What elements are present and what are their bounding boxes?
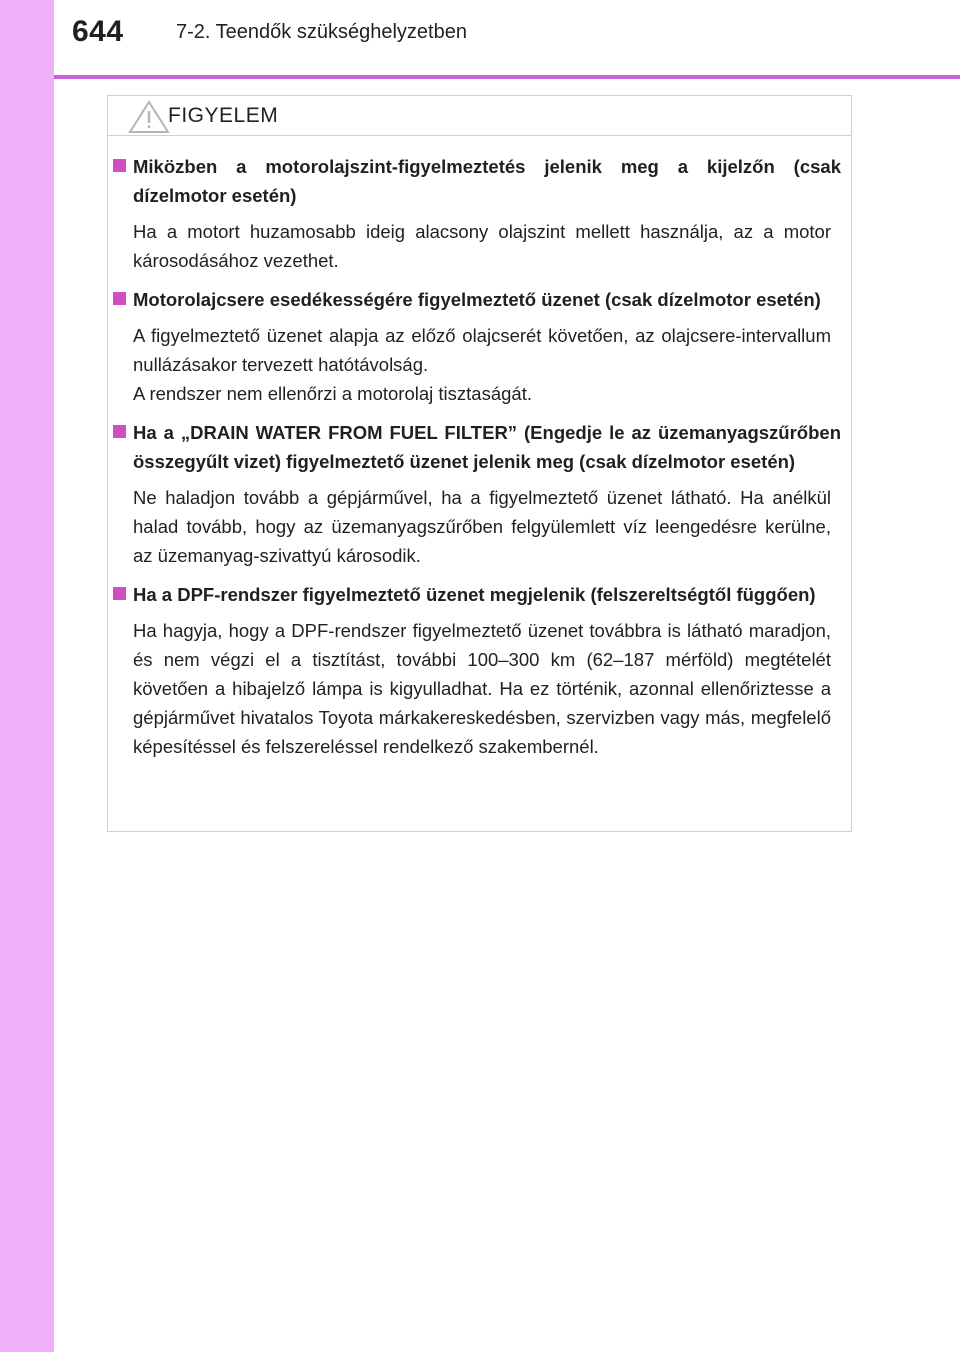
warning-item bbox=[108, 418, 851, 570]
section-title: 7-2. Teendők szükséghelyzetben bbox=[176, 21, 467, 43]
item-body bbox=[133, 321, 841, 408]
square-bullet-icon bbox=[113, 587, 126, 600]
item-body-paragraph: Ha a motort huzamosabb ideig alacsony olajszint mellett használja, az a motor károsodásához vezethet. bbox=[133, 221, 831, 271]
item-heading-text: Miközben a motorolajszint-figyelmeztetés jelenik meg a kijelzőn (csak dízelmotor esetén) bbox=[133, 156, 841, 206]
item-heading-text: Ha a DPF-rendszer figyelmeztető üzenet megjelenik (felszereltségtől függően) bbox=[133, 584, 816, 605]
warning-item bbox=[108, 285, 851, 408]
item-body-paragraph: Ne haladjon tovább a gépjárművel, ha a figyelmeztető üzenet látható. Ha anélkül halad tovább, hogy az üzemanyagszűrőben felgyülemlett víz leengedésre kerülne, az üzemanyag-szivattyú károsodik. bbox=[133, 487, 831, 566]
item-body bbox=[133, 217, 841, 275]
item-heading-text: Ha a „DRAIN WATER FROM FUEL FILTER” (Engedje le az üzemanyagszűrőben összegyűlt vizet) figyelmeztető üzenet jelenik meg (csak dízelmotor esetén) bbox=[133, 422, 841, 472]
warning-items bbox=[108, 152, 851, 771]
item-body bbox=[133, 483, 841, 570]
warning-item bbox=[108, 580, 851, 761]
item-heading bbox=[133, 285, 841, 314]
warning-box bbox=[107, 95, 852, 832]
warning-header bbox=[108, 96, 851, 136]
item-heading-text: Motorolajcsere esedékességére figyelmeztető üzenet (csak dízelmotor esetén) bbox=[133, 289, 821, 310]
item-heading bbox=[133, 580, 841, 609]
square-bullet-icon bbox=[113, 292, 126, 305]
item-body-paragraph: A rendszer nem ellenőrzi a motorolaj tisztaságát. bbox=[133, 383, 532, 404]
item-body bbox=[133, 616, 841, 761]
side-color-band bbox=[0, 0, 54, 1352]
header-rule bbox=[54, 75, 960, 79]
warning-title: FIGYELEM bbox=[168, 104, 279, 127]
item-body-paragraph: Ha hagyja, hogy a DPF-rendszer figyelmeztető üzenet továbbra is látható maradjon, és nem végzi el a tisztítást, további 100–300 km (62–187 mérföld) megtételét követően a hibajelző lámpa is kigyulladhat. Ha ez történik, azonnal ellenőriztesse a gépjárművet hivatalos Toyota márkakereskedésben, szervizben vagy más, megfelelő képesítéssel és felszereléssel rendelkező szakembernél. bbox=[133, 620, 831, 757]
square-bullet-icon bbox=[113, 425, 126, 438]
item-heading bbox=[133, 418, 841, 476]
warning-triangle-icon bbox=[128, 100, 170, 134]
page-number: 644 bbox=[72, 15, 124, 48]
warning-item bbox=[108, 152, 851, 275]
item-heading bbox=[133, 152, 841, 210]
item-body-paragraph: A figyelmeztető üzenet alapja az előző olajcserét követően, az olajcsere-intervallum nullázásakor tervezett hatótávolság. bbox=[133, 325, 831, 375]
square-bullet-icon bbox=[113, 159, 126, 172]
